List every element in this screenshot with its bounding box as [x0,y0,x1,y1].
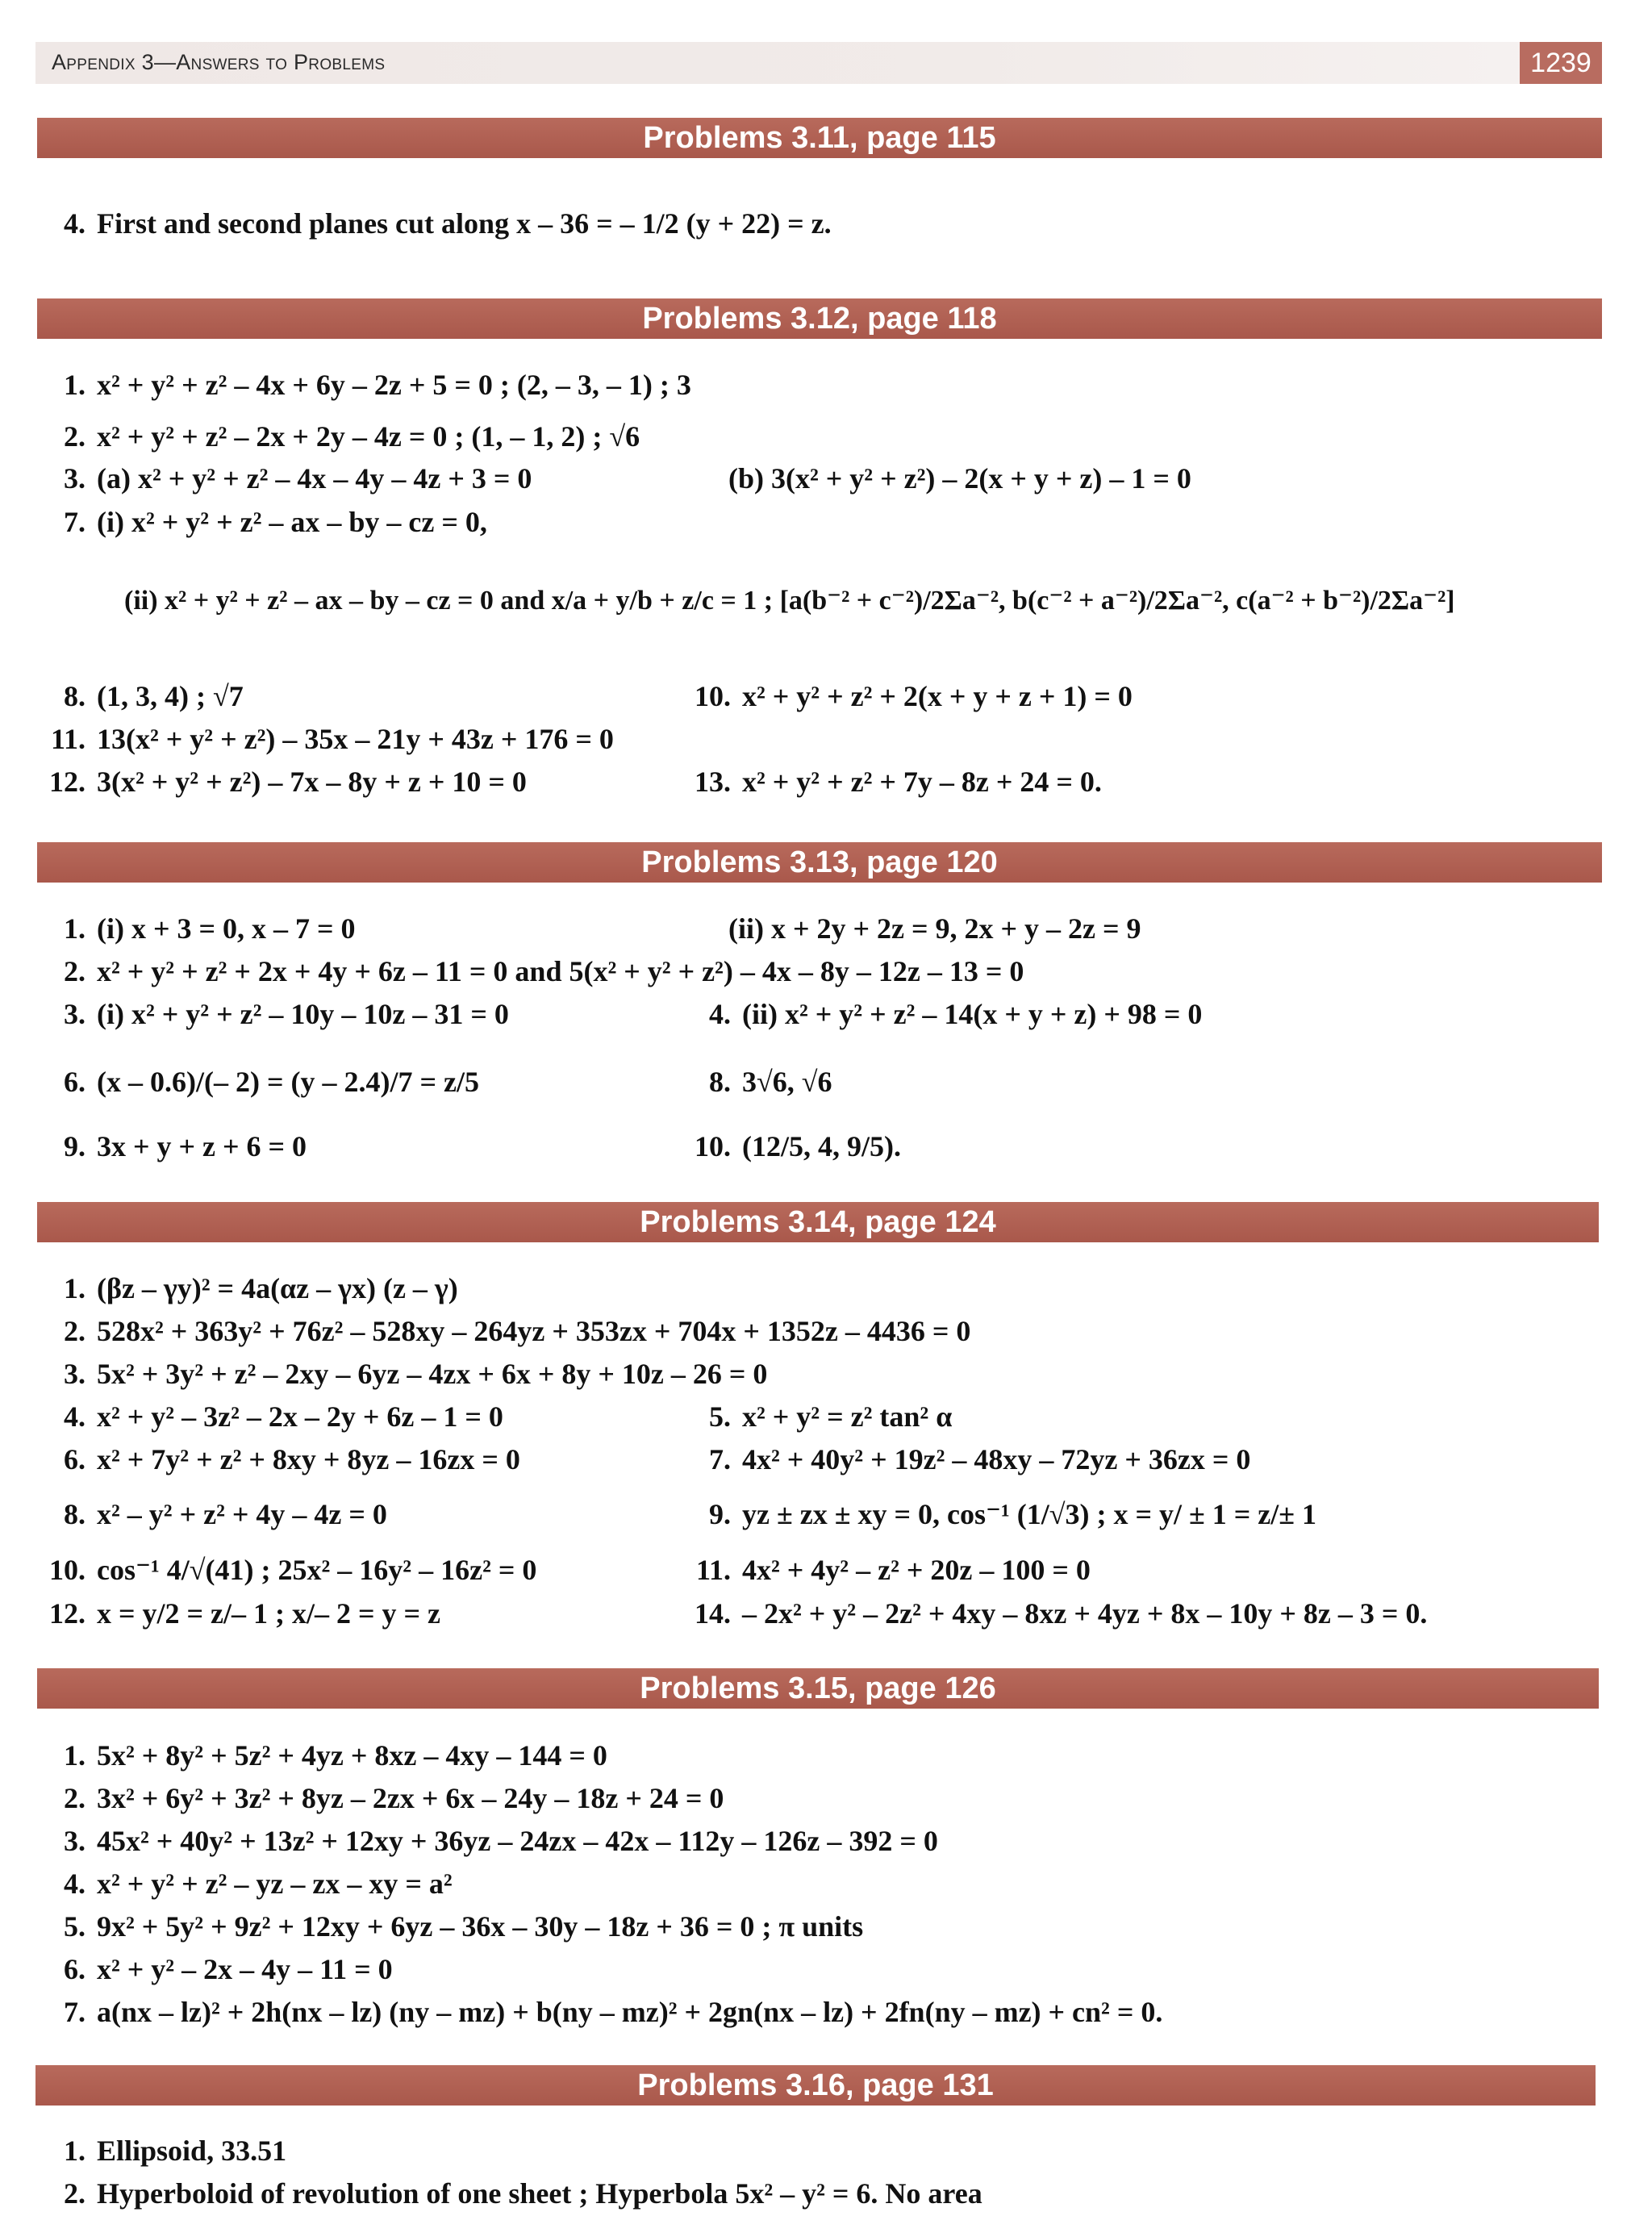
answer-3-14-8 [48,1497,387,1531]
answer-3-16-2 [48,2176,982,2210]
answer-number: 1. [64,2135,86,2167]
section-heading-3-13: Problems 3.13, page 120 [37,842,1602,883]
answer-number: 11. [695,1554,731,1586]
answer-number: 2. [64,1315,86,1347]
answer-3-12-10 [694,679,1133,713]
answer-text: (i) x² + y² + z² – 10y – 10z – 31 = 0 [97,998,509,1030]
answer-number: 1. [64,1739,86,1772]
answer-text: x² + y² + z² – 4x + 6y – 2z + 5 = 0 ; (2, – 3, – 1) ; 3 [97,369,691,401]
answer-text: (βz – γy)² = 4a(αz – γx) (z – γ) [97,1272,458,1304]
answer-number: 7. [709,1443,731,1475]
section-heading-3-16: Problems 3.16, page 131 [35,2065,1596,2106]
answer-text: 528x² + 363y² + 76z² – 528xy – 264yz + 353zx + 704x + 1352z – 4436 = 0 [97,1315,971,1347]
answer-3-13-6 [48,1065,479,1099]
answer-3-15-4 [48,1867,453,1901]
answer-3-12-12 [48,765,527,799]
answer-text: 5x² + 8y² + 5z² + 4yz + 8xz – 4xy – 144 = 0 [97,1739,607,1772]
answer-number: 10. [49,1554,86,1586]
answer-number: 3. [64,462,86,495]
answer-number: 12. [49,1597,86,1630]
answer-number: 4. [64,207,86,240]
answer-number: 10. [695,680,731,712]
answer-3-14-7 [694,1442,1250,1476]
answer-text: (x – 0.6)/(– 2) = (y – 2.4)/7 = z/5 [97,1066,479,1098]
answer-3-13-9 [48,1129,307,1163]
page-number: 1239 [1520,42,1602,84]
answer-number: 6. [64,1066,86,1098]
answer-text: x² + y² + z² + 7y – 8z + 24 = 0. [742,766,1102,798]
answer-text: 3x + y + z + 6 = 0 [97,1130,307,1162]
answer-number: 1. [64,1272,86,1304]
answer-number: 8. [709,1066,731,1098]
answer-number: 8. [64,680,86,712]
answer-3-12-13 [694,765,1102,799]
answer-3-13-8 [694,1065,832,1099]
section-heading-3-15: Problems 3.15, page 126 [37,1668,1599,1709]
answer-number: 2. [64,955,86,987]
answer-number: 1. [64,369,86,401]
answer-3-14-14 [694,1596,1427,1630]
answer-3-14-12 [48,1596,440,1630]
answer-number: 4. [709,998,731,1030]
answer-number: 1. [64,912,86,945]
answer-3-15-1 [48,1738,607,1772]
answer-3-13-4 [694,997,1202,1031]
answer-3-14-10 [48,1553,536,1587]
answer-number: 6. [64,1953,86,1985]
answer-text: x = y/2 = z/– 1 ; x/– 2 = y = z [97,1597,441,1630]
answer-3-12-11 [48,722,614,756]
answer-number: 4. [64,1868,86,1900]
answer-text: 3x² + 6y² + 3z² + 8yz – 2zx + 6x – 24y – 18z + 24 = 0 [97,1782,724,1814]
answer-text: yz ± zx ± xy = 0, cos⁻¹ (1/√3) ; x = y/ ± 1 = z/± 1 [742,1498,1317,1530]
answer-number: 8. [64,1498,86,1530]
answer-text: x² + y² + z² + 2(x + y + z + 1) = 0 [742,680,1133,712]
section-heading-3-11: Problems 3.11, page 115 [37,118,1602,158]
answer-number: 7. [64,506,86,538]
answer-number: 14. [695,1597,731,1630]
answer-text: (1, 3, 4) ; √7 [97,680,244,712]
answer-text: x² – y² + z² + 4y – 4z = 0 [97,1498,387,1530]
answer-text: x² + y² – 2x – 4y – 11 = 0 [97,1953,393,1985]
answer-3-12-7ii: (ii) x² + y² + z² – ax – by – cz = 0 and x/a + y/b + z/c = 1 ; [a(b⁻² + c⁻²)/2Σa⁻², b(c⁻² + a⁻²)/2Σa⁻², c(a⁻² + b⁻²)/2Σa⁻²] [124,586,1455,616]
answer-text: cos⁻¹ 4/√(41) ; 25x² – 16y² – 16z² = 0 [97,1554,537,1586]
answer-text: 4x² + 40y² + 19z² – 48xy – 72yz + 36zx = 0 [742,1443,1251,1475]
answer-text: 13(x² + y² + z²) – 35x – 21y + 43z + 176 = 0 [97,723,614,755]
answer-3-14-11 [694,1553,1091,1587]
answer-3-13-3 [48,997,509,1031]
answer-text: First and second planes cut along x – 36 = – 1/2 (y + 22) = z. [97,207,832,240]
section-heading-3-14: Problems 3.14, page 124 [37,1202,1599,1242]
answer-3-15-3 [48,1824,938,1858]
answer-3-14-2 [48,1314,970,1348]
answer-number: 3. [64,1358,86,1390]
answer-number: 2. [64,420,86,453]
answer-number: 10. [695,1130,731,1162]
answer-3-15-5 [48,1909,863,1943]
answer-number: 9. [709,1498,731,1530]
answer-number: 2. [64,2177,86,2210]
answer-3-14-1 [48,1271,458,1305]
answer-number: 3. [64,1825,86,1857]
answer-text: 5x² + 3y² + z² – 2xy – 6yz – 4zx + 6x + 8y + 10z – 26 = 0 [97,1358,768,1390]
answer-3-11-4 [48,207,832,240]
header-title: Appendix 3—Answers to Problems [52,50,386,74]
answer-text: (a) x² + y² + z² – 4x – 4y – 4z + 3 = 0 [97,462,532,495]
answer-number: 13. [695,766,731,798]
answer-3-13-1i [48,912,356,945]
answer-3-14-9 [694,1497,1316,1531]
answer-number: 4. [64,1400,86,1433]
answer-number: 9. [64,1130,86,1162]
answer-text: (i) x² + y² + z² – ax – by – cz = 0, [97,506,487,538]
answer-number: 5. [64,1910,86,1943]
answer-text: 3√6, √6 [742,1066,832,1098]
answer-number: 12. [49,766,86,798]
answer-text: a(nx – lz)² + 2h(nx – lz) (ny – mz) + b(ny – mz)² + 2gn(nx – lz) + 2fn(ny – mz) + cn² = 0. [97,1996,1163,2028]
answer-3-16-1 [48,2134,286,2168]
answer-text: Ellipsoid, 33.51 [97,2135,287,2167]
answer-text: x² + y² + z² + 2x + 4y + 6z – 11 = 0 and 5(x² + y² + z²) – 4x – 8y – 12z – 13 = 0 [97,955,1024,987]
answer-text: x² + 7y² + z² + 8xy + 8yz – 16zx = 0 [97,1443,520,1475]
answer-number: 2. [64,1782,86,1814]
answer-3-14-6 [48,1442,520,1476]
answer-number: 7. [64,1996,86,2028]
answer-text: x² + y² + z² – 2x + 2y – 4z = 0 ; (1, – 1, 2) ; √6 [97,420,640,453]
answer-3-12-1 [48,368,691,402]
section-heading-3-12: Problems 3.12, page 118 [37,298,1602,339]
answer-3-12-8 [48,679,244,713]
answer-3-14-3 [48,1357,767,1391]
answer-3-14-5 [694,1400,952,1434]
running-header [35,42,1602,84]
answer-3-12-3a [48,461,532,495]
answer-number: 3. [64,998,86,1030]
answer-number: 6. [64,1443,86,1475]
answer-text: 3(x² + y² + z²) – 7x – 8y + z + 10 = 0 [97,766,527,798]
answer-text: x² + y² = z² tan² α [742,1400,953,1433]
answer-3-12-3b: (b) 3(x² + y² + z²) – 2(x + y + z) – 1 = 0 [728,462,1191,495]
answer-3-13-1ii: (ii) x + 2y + 2z = 9, 2x + y – 2z = 9 [728,912,1141,945]
answer-text: 4x² + 4y² – z² + 20z – 100 = 0 [742,1554,1091,1586]
answer-text: (12/5, 4, 9/5). [742,1130,901,1162]
answer-3-12-7i [48,505,487,539]
answer-3-12-2 [48,419,640,453]
answer-3-15-7 [48,1995,1162,2029]
answer-number: 11. [50,723,86,755]
answer-number: 5. [709,1400,731,1433]
answer-3-15-6 [48,1952,393,1986]
answer-text: 9x² + 5y² + 9z² + 12xy + 6yz – 36x – 30y – 18z + 36 = 0 ; π units [97,1910,864,1943]
answer-3-13-2 [48,954,1024,988]
answer-3-15-2 [48,1781,724,1815]
answer-text: Hyperboloid of revolution of one sheet ; Hyperbola 5x² – y² = 6. No area [97,2177,982,2210]
answer-text: x² + y² + z² – yz – zx – xy = a² [97,1868,453,1900]
answer-text: – 2x² + y² – 2z² + 4xy – 8xz + 4yz + 8x – 10y + 8z – 3 = 0. [742,1597,1428,1630]
answer-text: (ii) x² + y² + z² – 14(x + y + z) + 98 = 0 [742,998,1203,1030]
answer-text: (i) x + 3 = 0, x – 7 = 0 [97,912,356,945]
answer-3-13-10 [694,1129,901,1163]
answer-text: 45x² + 40y² + 13z² + 12xy + 36yz – 24zx – 42x – 112y – 126z – 392 = 0 [97,1825,938,1857]
answer-text: x² + y² – 3z² – 2x – 2y + 6z – 1 = 0 [97,1400,503,1433]
answer-3-14-4 [48,1400,503,1434]
